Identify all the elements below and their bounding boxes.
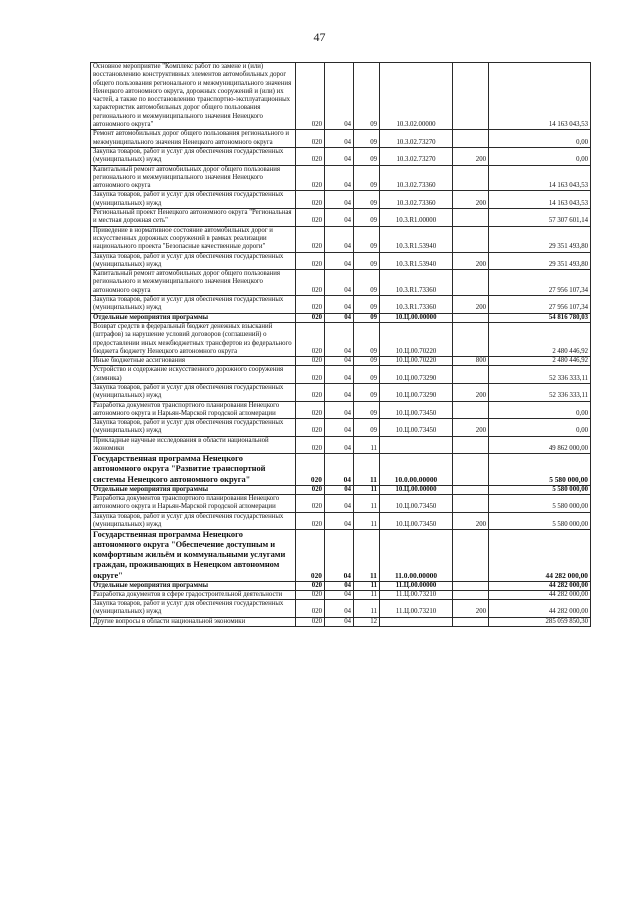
table-row (91, 581, 591, 590)
expense-kind-cell (453, 436, 489, 454)
subsection-code-cell: 09 (354, 313, 380, 322)
subsection-code-cell: 11 (354, 485, 380, 494)
admin-code-cell: 020 (296, 252, 325, 270)
row-name-cell: Устройство и содержание искусственного дорожного сооружения (зимника) (91, 366, 296, 384)
admin-code-cell: 020 (296, 296, 325, 314)
row-name-cell: Возврат средств в федеральный бюджет денежных взысканий (штрафов) за нарушение условий договоров (соглашений) о предоставлении иных межбюджетных трансфертов из федерального бюджета бюджету Ненецкого автономного округа (91, 322, 296, 356)
section-code-cell: 04 (325, 512, 354, 530)
table-row (91, 270, 591, 296)
subsection-code-cell: 09 (354, 165, 380, 191)
target-code-cell: 10.3.02.73360 (380, 191, 453, 209)
table-row (91, 366, 591, 384)
admin-code-cell: 020 (296, 401, 325, 419)
table-row (91, 63, 591, 130)
amount-cell: 2 480 446,92 (489, 322, 591, 356)
subsection-code-cell: 09 (354, 296, 380, 314)
target-code-cell: 10.Ц.00.73450 (380, 494, 453, 512)
section-code-cell: 04 (325, 226, 354, 252)
expense-kind-cell (453, 590, 489, 599)
expense-kind-cell (453, 226, 489, 252)
amount-cell: 5 580 000,00 (489, 485, 591, 494)
budget-table (90, 62, 591, 627)
row-name-cell: Ремонт автомобильных дорог общего пользования регионального и межмуниципального значения Ненецкого автономного округа (91, 130, 296, 148)
admin-code-cell: 020 (296, 436, 325, 454)
section-code-cell: 04 (325, 357, 354, 366)
table-row (91, 512, 591, 530)
subsection-code-cell: 11 (354, 600, 380, 618)
expense-kind-cell: 200 (453, 512, 489, 530)
subsection-code-cell: 09 (354, 252, 380, 270)
amount-cell: 44 282 000,00 (489, 600, 591, 618)
amount-cell: 29 351 493,80 (489, 226, 591, 252)
target-code-cell: 10.Ц.00.00000 (380, 485, 453, 494)
target-code-cell: 10.Ц.00.73290 (380, 366, 453, 384)
target-code-cell: 10.3.R1.00000 (380, 209, 453, 227)
admin-code-cell: 020 (296, 530, 325, 581)
subsection-code-cell: 09 (354, 383, 380, 401)
table-row (91, 530, 591, 581)
subsection-code-cell: 09 (354, 357, 380, 366)
expense-kind-cell: 200 (453, 147, 489, 165)
amount-cell: 0,00 (489, 401, 591, 419)
admin-code-cell: 020 (296, 226, 325, 252)
section-code-cell: 04 (325, 63, 354, 130)
amount-cell: 44 282 000,00 (489, 581, 591, 590)
target-code-cell: 11.0.00.00000 (380, 530, 453, 581)
section-code-cell: 04 (325, 252, 354, 270)
amount-cell: 285 059 850,30 (489, 617, 591, 626)
target-code-cell: 10.3.02.00000 (380, 63, 453, 130)
target-code-cell: 10.Ц.00.73450 (380, 419, 453, 437)
expense-kind-cell: 200 (453, 600, 489, 618)
amount-cell: 29 351 493,80 (489, 252, 591, 270)
amount-cell: 0,00 (489, 147, 591, 165)
amount-cell: 52 336 333,11 (489, 366, 591, 384)
subsection-code-cell: 09 (354, 419, 380, 437)
subsection-code-cell: 09 (354, 401, 380, 419)
table-row (91, 296, 591, 314)
section-code-cell: 04 (325, 485, 354, 494)
amount-cell: 49 862 000,00 (489, 436, 591, 454)
row-name-cell: Государственная программа Ненецкого автономного округа "Развитие транспортной системы Ненецкого автономного округа" (91, 454, 296, 485)
table-row (91, 209, 591, 227)
section-code-cell: 04 (325, 322, 354, 356)
expense-kind-cell: 200 (453, 191, 489, 209)
target-code-cell: 10.3.R1.73360 (380, 270, 453, 296)
row-name-cell: Разработка документов транспортного планирования Ненецкого автономного округа и Нарьян-Марской городской агломерации (91, 494, 296, 512)
row-name-cell: Капитальный ремонт автомобильных дорог общего пользования регионального и межмуниципального значения Ненецкого автономного округа (91, 270, 296, 296)
row-name-cell: Отдельные мероприятия программы (91, 485, 296, 494)
amount-cell: 2 480 446,92 (489, 357, 591, 366)
admin-code-cell: 020 (296, 494, 325, 512)
row-name-cell: Приведение в нормативное состояние автомобильных дорог и искусственных дорожных сооружений в рамках реализации национального проекта "Безопасные качественные дороги" (91, 226, 296, 252)
row-name-cell: Отдельные мероприятия программы (91, 581, 296, 590)
section-code-cell: 04 (325, 530, 354, 581)
amount-cell: 14 163 043,53 (489, 165, 591, 191)
table-row (91, 322, 591, 356)
target-code-cell: 10.Ц.00.00000 (380, 313, 453, 322)
expense-kind-cell (453, 366, 489, 384)
expense-kind-cell: 200 (453, 419, 489, 437)
subsection-code-cell: 11 (354, 530, 380, 581)
section-code-cell: 04 (325, 617, 354, 626)
section-code-cell: 04 (325, 454, 354, 485)
amount-cell: 0,00 (489, 130, 591, 148)
amount-cell: 14 163 043,53 (489, 63, 591, 130)
expense-kind-cell: 200 (453, 252, 489, 270)
table-row (91, 617, 591, 626)
section-code-cell: 04 (325, 366, 354, 384)
amount-cell: 44 282 000,00 (489, 530, 591, 581)
admin-code-cell: 020 (296, 366, 325, 384)
target-code-cell: 11.Ц.00.00000 (380, 581, 453, 590)
subsection-code-cell: 11 (354, 590, 380, 599)
section-code-cell: 04 (325, 590, 354, 599)
admin-code-cell: 020 (296, 165, 325, 191)
expense-kind-cell (453, 130, 489, 148)
expense-kind-cell (453, 485, 489, 494)
row-name-cell: Закупка товаров, работ и услуг для обеспечения государственных (муниципальных) нужд (91, 512, 296, 530)
admin-code-cell: 020 (296, 209, 325, 227)
row-name-cell: Закупка товаров, работ и услуг для обеспечения государственных (муниципальных) нужд (91, 600, 296, 618)
subsection-code-cell: 09 (354, 270, 380, 296)
table-row (91, 590, 591, 599)
section-code-cell: 04 (325, 581, 354, 590)
amount-cell: 14 163 043,53 (489, 191, 591, 209)
subsection-code-cell: 09 (354, 130, 380, 148)
subsection-code-cell: 09 (354, 226, 380, 252)
section-code-cell: 04 (325, 600, 354, 618)
target-code-cell: 10.Ц.00.73450 (380, 512, 453, 530)
amount-cell: 57 307 601,14 (489, 209, 591, 227)
expense-kind-cell (453, 530, 489, 581)
subsection-code-cell: 11 (354, 454, 380, 485)
target-code-cell: 11.Ц.00.73210 (380, 600, 453, 618)
table-body (91, 63, 591, 627)
page-number: 47 (313, 30, 326, 44)
expense-kind-cell: 200 (453, 296, 489, 314)
target-code-cell: 10.3.R1.53940 (380, 226, 453, 252)
section-code-cell: 04 (325, 401, 354, 419)
admin-code-cell: 020 (296, 191, 325, 209)
admin-code-cell: 020 (296, 590, 325, 599)
table-row (91, 313, 591, 322)
admin-code-cell: 020 (296, 419, 325, 437)
subsection-code-cell: 09 (354, 322, 380, 356)
expense-kind-cell (453, 209, 489, 227)
amount-cell: 5 580 000,00 (489, 454, 591, 485)
section-code-cell: 04 (325, 191, 354, 209)
table-row (91, 165, 591, 191)
subsection-code-cell: 09 (354, 209, 380, 227)
section-code-cell: 04 (325, 165, 354, 191)
row-name-cell: Разработка документов в сфере градостроительной деятельности (91, 590, 296, 599)
table-row (91, 436, 591, 454)
expense-kind-cell (453, 165, 489, 191)
row-name-cell: Другие вопросы в области национальной экономики (91, 617, 296, 626)
admin-code-cell: 020 (296, 63, 325, 130)
target-code-cell: 10.3.R1.73360 (380, 296, 453, 314)
row-name-cell: Разработка документов транспортного планирования Ненецкого автономного округа и Нарьян-Марской городской агломерации (91, 401, 296, 419)
admin-code-cell: 020 (296, 485, 325, 494)
subsection-code-cell: 11 (354, 512, 380, 530)
expense-kind-cell (453, 617, 489, 626)
section-code-cell: 04 (325, 296, 354, 314)
row-name-cell: Закупка товаров, работ и услуг для обеспечения государственных (муниципальных) нужд (91, 419, 296, 437)
subsection-code-cell: 09 (354, 147, 380, 165)
row-name-cell: Иные бюджетные ассигнования (91, 357, 296, 366)
expense-kind-cell (453, 454, 489, 485)
section-code-cell: 04 (325, 270, 354, 296)
admin-code-cell: 020 (296, 147, 325, 165)
row-name-cell: Региональный проект Ненецкого автономного округа "Региональная и местная дорожная сеть" (91, 209, 296, 227)
row-name-cell: Капитальный ремонт автомобильных дорог общего пользования регионального и межмуниципального значения Ненецкого автономного округа (91, 165, 296, 191)
row-name-cell: Закупка товаров, работ и услуг для обеспечения государственных (муниципальных) нужд (91, 147, 296, 165)
subsection-code-cell: 11 (354, 581, 380, 590)
admin-code-cell: 020 (296, 617, 325, 626)
section-code-cell: 04 (325, 209, 354, 227)
expense-kind-cell (453, 581, 489, 590)
target-code-cell: 10.3.02.73270 (380, 147, 453, 165)
row-name-cell: Отдельные мероприятия программы (91, 313, 296, 322)
target-code-cell: 10.3.R1.53940 (380, 252, 453, 270)
expense-kind-cell (453, 63, 489, 130)
expense-kind-cell: 200 (453, 383, 489, 401)
amount-cell: 27 956 107,34 (489, 270, 591, 296)
table-row (91, 600, 591, 618)
admin-code-cell: 020 (296, 130, 325, 148)
admin-code-cell: 020 (296, 313, 325, 322)
target-code-cell: 10.3.02.73270 (380, 130, 453, 148)
row-name-cell: Закупка товаров, работ и услуг для обеспечения государственных (муниципальных) нужд (91, 296, 296, 314)
expense-kind-cell (453, 313, 489, 322)
admin-code-cell: 020 (296, 270, 325, 296)
expense-kind-cell (453, 270, 489, 296)
amount-cell: 54 816 780,03 (489, 313, 591, 322)
subsection-code-cell: 12 (354, 617, 380, 626)
table-row (91, 191, 591, 209)
table-row (91, 252, 591, 270)
section-code-cell: 04 (325, 436, 354, 454)
table-row (91, 130, 591, 148)
amount-cell: 5 580 000,00 (489, 512, 591, 530)
amount-cell: 27 956 107,34 (489, 296, 591, 314)
target-code-cell: 10.Ц.00.70220 (380, 322, 453, 356)
section-code-cell: 04 (325, 383, 354, 401)
subsection-code-cell: 11 (354, 436, 380, 454)
target-code-cell (380, 617, 453, 626)
expense-kind-cell: 800 (453, 357, 489, 366)
target-code-cell: 10.Ц.00.73450 (380, 401, 453, 419)
table-row (91, 226, 591, 252)
section-code-cell: 04 (325, 494, 354, 512)
table-row (91, 147, 591, 165)
target-code-cell: 10.Ц.00.70220 (380, 357, 453, 366)
target-code-cell (380, 436, 453, 454)
table-row (91, 494, 591, 512)
row-name-cell: Закупка товаров, работ и услуг для обеспечения государственных (муниципальных) нужд (91, 191, 296, 209)
amount-cell: 5 580 000,00 (489, 494, 591, 512)
amount-cell: 52 336 333,11 (489, 383, 591, 401)
subsection-code-cell: 11 (354, 494, 380, 512)
target-code-cell: 11.Ц.00.73210 (380, 590, 453, 599)
target-code-cell: 10.0.00.00000 (380, 454, 453, 485)
admin-code-cell: 020 (296, 357, 325, 366)
admin-code-cell: 020 (296, 454, 325, 485)
row-name-cell: Основное мероприятие "Комплекс работ по замене и (или) восстановлению конструктивных элементов автомобильных дорог общего пользования регионального и межмуниципального значения Ненецкого автономного округа, дорожных сооружений и (или) их частей, а также по восстановлению транспортно-эксплуатационных характеристик автомобильных дорог общего пользования регионального и межмуниципального значения Ненецкого автономного округа" (91, 63, 296, 130)
table-row (91, 401, 591, 419)
table-row (91, 357, 591, 366)
expense-kind-cell (453, 401, 489, 419)
section-code-cell: 04 (325, 419, 354, 437)
table-row (91, 383, 591, 401)
admin-code-cell: 020 (296, 600, 325, 618)
table-row (91, 485, 591, 494)
subsection-code-cell: 09 (354, 191, 380, 209)
admin-code-cell: 020 (296, 383, 325, 401)
target-code-cell: 10.3.02.73360 (380, 165, 453, 191)
row-name-cell: Закупка товаров, работ и услуг для обеспечения государственных (муниципальных) нужд (91, 252, 296, 270)
row-name-cell: Прикладные научные исследования в области национальной экономики (91, 436, 296, 454)
table-row (91, 419, 591, 437)
section-code-cell: 04 (325, 313, 354, 322)
section-code-cell: 04 (325, 147, 354, 165)
subsection-code-cell: 09 (354, 366, 380, 384)
amount-cell: 44 282 000,00 (489, 590, 591, 599)
table-row (91, 454, 591, 485)
subsection-code-cell: 09 (354, 63, 380, 130)
admin-code-cell: 020 (296, 512, 325, 530)
admin-code-cell: 020 (296, 581, 325, 590)
target-code-cell: 10.Ц.00.73290 (380, 383, 453, 401)
row-name-cell: Государственная программа Ненецкого автономного округа "Обеспечение доступным и комфортным жильём и коммунальными услугами граждан, проживающих в Ненецком автономном округе" (91, 530, 296, 581)
expense-kind-cell (453, 494, 489, 512)
section-code-cell: 04 (325, 130, 354, 148)
row-name-cell: Закупка товаров, работ и услуг для обеспечения государственных (муниципальных) нужд (91, 383, 296, 401)
amount-cell: 0,00 (489, 419, 591, 437)
admin-code-cell: 020 (296, 322, 325, 356)
expense-kind-cell (453, 322, 489, 356)
